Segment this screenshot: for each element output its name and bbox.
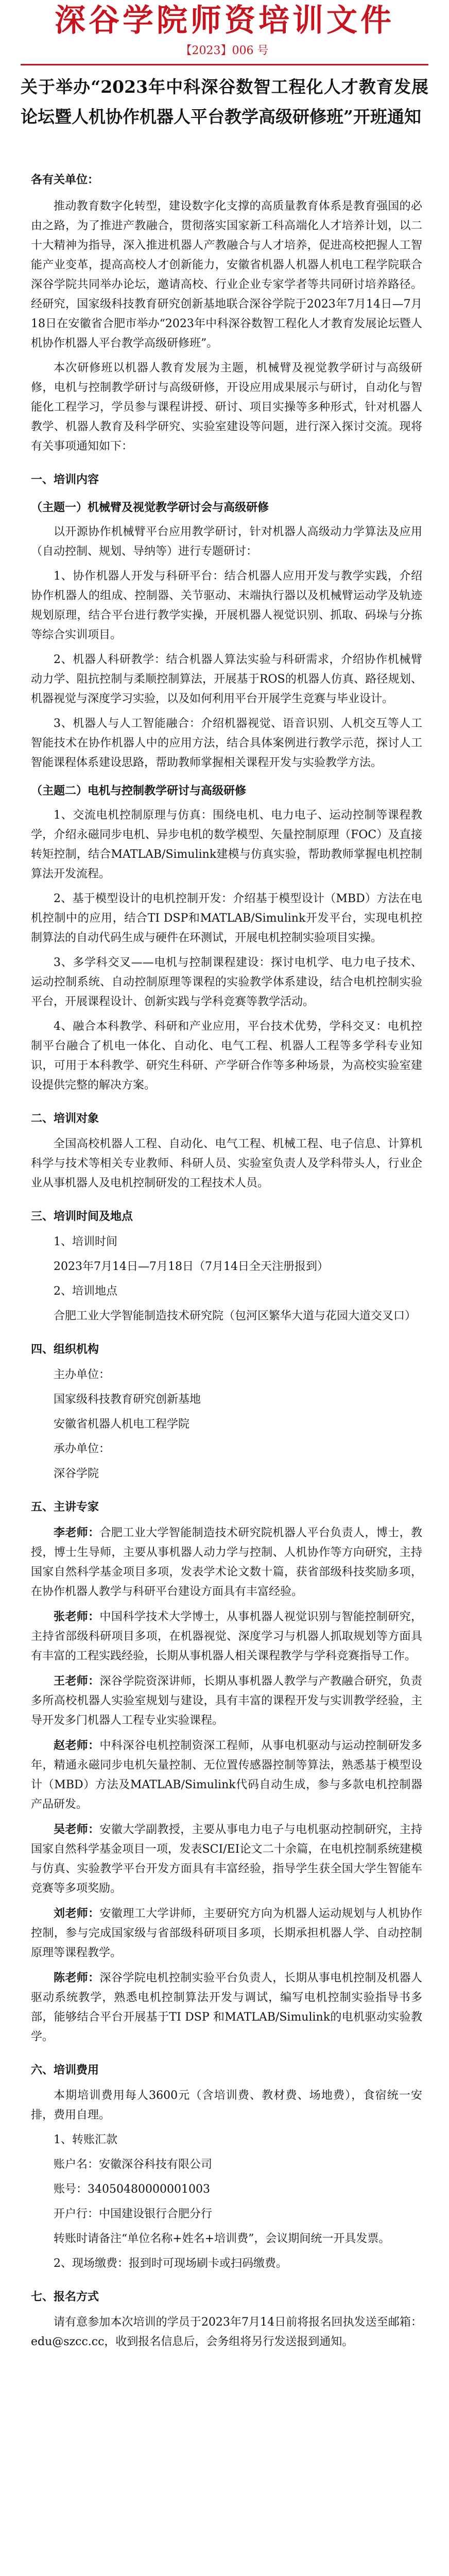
paragraph: 2、培训地点 [54, 1285, 117, 1298]
paragraph: 本期培训费用每人3600元（含培训费、教材费、场地费），食宿统一安排，费用自理。 [31, 2089, 422, 2122]
section-heading: 四、组织机构 [31, 1343, 99, 1356]
expert-bio [31, 1671, 422, 1731]
expert-bio [31, 1820, 422, 1899]
expert-name: 赵老师： [54, 1739, 100, 1752]
expert-text: 深谷学院电机控制实验平台负责人，长期从事电机控制及机器人驱动系统教学，熟悉电机控制算法开发与调试，编写电机控制实验指导书多部，能够结合平台开展基于TI DSP 和MATLAB/Simulink的电机驱动实验教学。 [31, 1972, 422, 2043]
paragraph: 国家级科技教育研究创新基地 [54, 1393, 201, 1406]
paragraph: 2、基于模型设计的电机控制开发：介绍基于模型设计（MBD）方法在电机控制中的应用，结合TI DSP和MATLAB/Simulink开发平台，实现电机控制算法的自动代码生成与硬件在环测试，开展电机控制实验项目实操。 [31, 892, 422, 944]
sections [31, 470, 422, 2352]
paragraph: 全国高校机器人工程、自动化、电气工程、机械工程、电子信息、计算机科学与技术等相关专业教师、科研人员、实验室负责人及学科带头人，行业企业从事机器人及电机控制研发的工程技术人员。 [31, 1138, 422, 1190]
intro-paragraph: 推动教育数字化转型，建设数字化支撑的高质量教育体系是教育强国的必由之路，为了推进产教融合，贯彻落实国家新工科高端化人才培养计划，以二十大精神为指导，深入推进机器人产教融合与人才培养，促进高校把握人工智能产业变革，提高高校人才创新能力，安徽省机器人机器人机电工程学院联合深谷学院共同举办论坛，邀请高校、行业企业专家学者等共同研讨培养路径。经研究，国家级科技教育研究创新基地联合深谷学院于2023年7月14日—7月18日在安徽省合肥市举办“2023年中科深谷数智工程化人才教育发展论坛暨人机协作机器人平台教学高级研修班”。 [31, 200, 422, 350]
expert-bio [31, 1904, 422, 1963]
paragraph: 开户行：中国建设银行合肥分行 [54, 2208, 213, 2221]
paragraph: 3、多学科交叉——电机与控制课程建设：探讨电机学、电力电子技术、运动控制系统、自动控制原理等课程的实验教学体系建设，结合电机控制实验平台，开展课程设计、创新实践与学科竞赛等教学活动。 [31, 956, 422, 1008]
subsection-heading: （主题二）电机与控制教学研讨与高级研修 [31, 784, 247, 798]
paragraph: 2023年7月14日—7月18日（7月14日全天注册报到） [54, 1260, 329, 1273]
expert-name: 李老师： [54, 1526, 100, 1539]
paragraph: 安徽省机器人机电工程学院 [54, 1418, 190, 1431]
expert-text: 中科深谷电机控制资深工程师，从事电机驱动与运动控制研发多年，精通永磁同步电机矢量控制、无位置传感器控制等算法，熟悉基于模型设计（MBD）方法及MATLAB/Simulink代码自动生成，参与多款电机控制器产品研发。 [31, 1739, 422, 1811]
expert-name: 刘老师： [54, 1907, 100, 1920]
paragraph: 1、培训时间 [54, 1235, 117, 1248]
paragraph: 2、现场缴费：报到时可现场刷卡或扫码缴费。 [54, 2257, 287, 2270]
document-body [31, 170, 422, 2357]
paragraph: 1、协作机器人开发与科研平台：结合机器人应用开发与教学实践，介绍协作机器人的组成、控制器、关节驱动、末端执行器以及机械臂运动学及轨迹规划原理，结合平台进行教学实操，开展机器人视觉识别、抓取、码垛与分拣等综合实训项目。 [31, 570, 422, 641]
expert-name: 张老师： [54, 1610, 100, 1623]
section-heading: 五、主讲专家 [31, 1500, 99, 1514]
paragraph: 承办单位： [54, 1443, 111, 1455]
paragraph: 深谷学院 [54, 1467, 99, 1480]
section-heading: 二、培训对象 [31, 1112, 99, 1125]
paragraph: 1、交流电机控制原理与仿真：围绕电机、电力电子、运动控制等课程教学，介绍永磁同步电机、异步电机的数学模型、矢量控制原理（FOC）及直接转矩控制，结合MATLAB/Simulink建模与仿真实验，帮助教师掌握电机控制算法开发流程。 [31, 809, 422, 880]
expert-text: 合肥工业大学智能制造技术研究院机器人平台负责人，博士，教授，博士生导师，主要从事机器人动力学与控制、人机协作等方向研究，主持国家自然科学基金项目多项，发表学术论文数十篇，获省部级科技奖励多项，在协作机器人教学与科研平台建设方面具有丰富经验。 [31, 1527, 422, 1598]
expert-text: 深谷学院资深讲师，长期从事机器人教学与产教融合研究，负责多所高校机器人实验室规划与建设，具有丰富的课程开发与实训教学经验，主导开发多门机器人工程专业实验课程。 [31, 1675, 422, 1727]
paragraph: 请有意参加本次培训的学员于2023年7月14日前将报名回执发送至邮箱：edu@szcc.cc，收到报名信息后，会务组将另行发送报到通知。 [31, 2316, 422, 2348]
paragraph: 账号：34050480000001003 [54, 2183, 210, 2196]
section-heading: 三、培训时间及地点 [31, 1210, 133, 1223]
org-title: 深谷学院师资培训文件 [55, 3, 394, 39]
expert-text: 安徽理工大学讲师，主要研究方向为机器人运动规划与人机协作控制，参与完成国家级与省部级科研项目多项，长期承担机器人学、自动控制原理等课程教学。 [31, 1907, 422, 1959]
expert-bio [31, 1736, 422, 1815]
section-heading: 七、报名方式 [31, 2290, 99, 2303]
doc-title: 关于举办“2023年中科深谷数智工程化人才教育发展论坛暨人机协作机器人平台教学高级研修班”开班通知 [21, 77, 428, 127]
expert-bio [31, 1523, 422, 1602]
expert-bio [31, 1607, 422, 1666]
doc-number: 【2023】006 号 [180, 44, 269, 57]
expert-bio [31, 1968, 422, 2047]
expert-text: 安徽大学副教授，主要从事电力电子与电机驱动控制研究，主持国家自然科学基金项目一项，发表SCI/EI论文二十余篇，在电机控制系统建模与仿真、实验教学平台开发方面具有丰富经验，指导学生获全国大学生智能车竞赛等多项奖励。 [31, 1823, 422, 1895]
header-red-line [21, 64, 428, 65]
intro [31, 197, 422, 456]
paragraph: 4、融合本科教学、科研和产业应用，平台技术优势，学科交叉：电机控制平台融合了机电一体化、自动化、电气工程、机器人工程等多学科专业知识，可用于本科教学、研究生科研、产学研合作等多种场景，为高校实验室建设提供完整的解决方案。 [31, 1020, 422, 1092]
expert-name: 王老师： [54, 1674, 100, 1688]
paragraph: 1、转账汇款 [54, 2133, 117, 2146]
expert-name: 吴老师： [54, 1823, 100, 1836]
section-heading: 一、培训内容 [31, 473, 99, 486]
intro-paragraph: 本次研修班以机器人教育发展为主题，机械臂及视觉教学研讨与高级研修，电机与控制教学研讨与高级研修，开设应用成果展示与研讨，自动化与智能化工程学习，学员参与课程讲授、研讨、项目实操等多种形式，针对机器人教学、机器人教育及科学研究、实验室建设等问题，进行深入探讨交流。现将有关事项通知如下： [31, 362, 422, 453]
subsection-heading: （主题一）机械臂及视觉教学研讨会与高级研修 [31, 501, 269, 514]
salutation: 各有关单位： [31, 173, 99, 187]
paragraph: 以开源协作机械臂平台应用教学研讨，针对机器人高级动力学算法及应用（自动控制、规划、导纳等）进行专题研讨： [31, 526, 422, 558]
paragraph: 主办单位： [54, 1368, 111, 1381]
paragraph: 2、机器人科研教学：结合机器人算法实验与科研需求，介绍协作机械臂动力学、阻抗控制与柔顺控制算法，开展基于ROS的机器人仿真、路径规划、机器视觉与深度学习实验，以及如何利用平台开展学生竞赛与毕业设计。 [31, 653, 422, 705]
paragraph: 3、机器人与人工智能融合：介绍机器视觉、语音识别、人机交互等人工智能技术在协作机器人中的应用方法，结合具体案例进行教学示范，探讨人工智能课程体系建设思路，帮助教师掌握相关课程开发与实验教学方法。 [31, 717, 422, 769]
paragraph: 合肥工业大学智能制造技术研究院（包河区繁华大道与花园大道交叉口） [54, 1310, 417, 1323]
paragraph: 账户名：安徽深谷科技有限公司 [54, 2158, 213, 2171]
expert-name: 陈老师： [54, 1971, 100, 1985]
section-heading: 六、培训费用 [31, 2063, 99, 2077]
expert-text: 中国科学技术大学博士，从事机器人视觉识别与智能控制研究，主持省部级科研项目多项，在机器视觉、深度学习与机器人抓取规划等方面具有丰富的工程实践经验，长期从事机器人相关课程教学与学科竞赛指导工作。 [31, 1611, 422, 1663]
paragraph: 转账时请备注“单位名称+姓名+培训费”，会议期间统一开具发票。 [54, 2232, 390, 2245]
